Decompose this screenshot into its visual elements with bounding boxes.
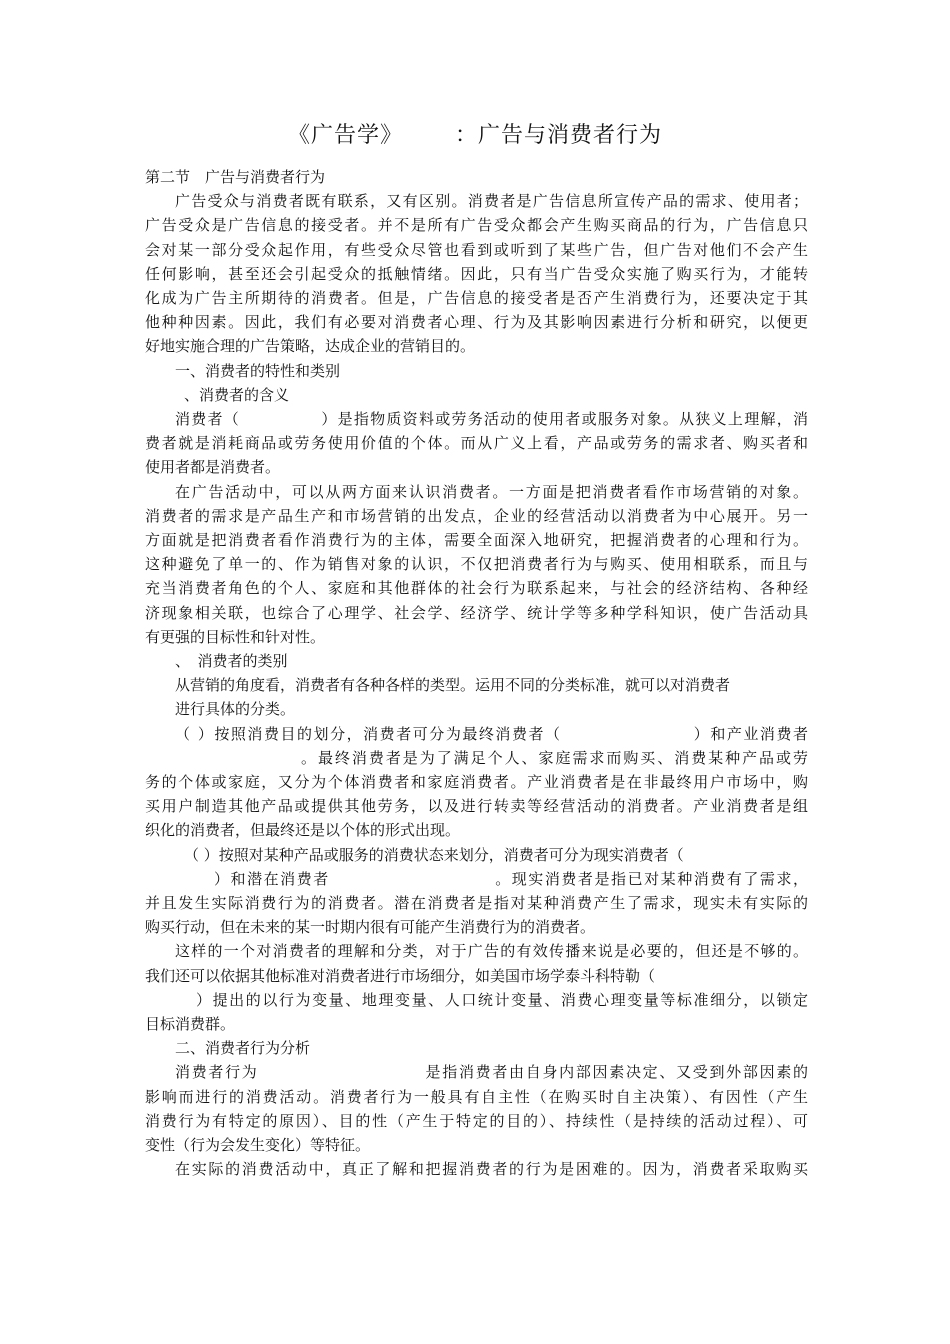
title-book-name: 《广告学》 xyxy=(287,123,403,148)
text-line: 会对某一部分受众起作用，有些受众尽管也看到或听到了某些广告，但广告对他们不会产生 xyxy=(145,240,808,259)
text-line: 费者就是消耗商品或劳务使用价值的个体。而从广义上看，产品或劳务的需求者、购买者和 xyxy=(145,434,808,453)
text-line: 。最终消费者是为了满足个人、家庭需求而购买、消费某种产品或劳 xyxy=(301,748,808,767)
text-line: 他种种因素。因此，我们有必要对消费者心理、行为及其影响因素进行分析和研究，以便更 xyxy=(145,313,808,332)
text-line: （ ）按照对某种产品或服务的消费状态来划分，消费者可分为现实消费者（ xyxy=(184,845,684,864)
text-line: ）和潜在消费者 。现实消费者是指已对某种消费有了需求， xyxy=(214,869,808,888)
text-line: 目标消费群。 xyxy=(145,1015,236,1033)
text-line: ）提出的以行为变量、地理变量、人口统计变量、消费心理变量等标准细分，以锁定 xyxy=(196,990,808,1009)
text-line: 在广告活动中，可以从两方面来认识消费者。一方面是把消费者看作市场营销的对象。 xyxy=(175,482,808,501)
text-line: 广告受众是广告信息的接受者。并不是所有广告受众都会产生购买商品的行为，广告信息只 xyxy=(145,216,808,235)
text-line: 、 消费者的类别 xyxy=(175,652,288,670)
text-line: 方面就是把消费者看作消费行为的主体，需要全面深入地研究，把握消费者的心理和行为。 xyxy=(145,531,808,549)
text-line: 使用者都是消费者。 xyxy=(145,458,281,477)
text-line: 这种避免了单一的、作为销售对象的认识，不仅把消费者行为与购买、使用相联系，而且与 xyxy=(145,555,808,574)
text-line: （ ）按照消费目的划分，消费者可分为最终消费者（ ）和产业消费者 xyxy=(175,724,808,743)
text-line: 在实际的消费活动中，真正了解和把握消费者的行为是困难的。因为，消费者采取购买 xyxy=(175,1160,808,1179)
text-line: 、消费者的含义 xyxy=(184,385,290,404)
text-line: 化成为广告主所期待的消费者。但是，广告信息的接受者是否产生消费行为，还要决定于其 xyxy=(145,289,808,307)
text-line: 好地实施合理的广告策略，达成企业的营销目的。 xyxy=(145,337,476,356)
text-line: 购买行动，但在未来的某一时期内很有可能产生消费行为的消费者。 xyxy=(145,918,596,937)
text-line: 进行具体的分类。 xyxy=(175,700,296,719)
text-line: 买用户制造其他产品或提供其他劳务，以及进行转卖等经营活动的消费者。产业消费者是组 xyxy=(145,797,808,816)
text-line: 从营销的角度看，消费者有各种各样的类型。运用不同的分类标准，就可以对消费者 xyxy=(175,676,731,695)
text-line: 变性（行为会发生变化）等特征。 xyxy=(145,1136,371,1154)
text-line: 消费行为有特定的原因）、目的性（产生于特定的目的）、持续性（是持续的活动过程）、可 xyxy=(145,1111,808,1130)
text-line: 第二节 广告与消费者行为 xyxy=(145,168,326,186)
text-line: 消费者（ ）是指物质资料或劳务活动的使用者或服务对象。从狭义上理解，消 xyxy=(175,410,808,428)
text-line: 织化的消费者，但最终还是以个体的形式出现。 xyxy=(145,821,461,840)
text-line: 并且发生实际消费行为的消费者。潜在消费者是指对某种消费产生了需求，现实未有实际的 xyxy=(145,894,808,912)
document-title xyxy=(0,121,950,151)
text-line: 务的个体或家庭，又分为个体消费者和家庭消费者。产业消费者是在非最终用户市场中，购 xyxy=(145,773,808,791)
text-line: 广告受众与消费者既有联系，又有区别。消费者是广告信息所宣传产品的需求、使用者； xyxy=(175,192,808,211)
text-line: 消费者行为 是指消费者由自身内部因素决定、又受到外部因素的 xyxy=(175,1063,808,1082)
text-line: 任何影响，甚至还会引起受众的抵触情绪。因此，只有当广告受众实施了购买行为，才能转 xyxy=(145,264,808,283)
text-line: 一、消费者的特性和类别 xyxy=(175,361,341,380)
text-line: 二、消费者行为分析 xyxy=(175,1039,311,1058)
text-line: 消费者的需求是产品生产和市场营销的出发点，企业的经营活动以消费者为中心展开。另一 xyxy=(145,506,808,525)
text-line: 济现象相关联，也综合了心理学、社会学、经济学、统计学等多种学科知识，使广告活动具 xyxy=(145,603,808,622)
text-line: 这样的一个对消费者的理解和分类，对于广告的有效传播来说是必要的，但还是不够的。 xyxy=(175,942,808,961)
title-chapter-name: ：广告与消费者行为 xyxy=(455,123,663,148)
text-line: 影响而进行的消费活动。消费者行为一般具有自主性（在购买时自主决策）、有因性（产生 xyxy=(145,1087,808,1106)
text-line: 有更强的目标性和针对性。 xyxy=(145,627,326,646)
text-line: 充当消费者角色的个人、家庭和其他群体的社会行为联系起来，与社会的经济结构、各种经 xyxy=(145,579,808,598)
text-line: 我们还可以依据其他标准对消费者进行市场细分，如美国市场学泰斗科特勒（ xyxy=(145,966,656,985)
